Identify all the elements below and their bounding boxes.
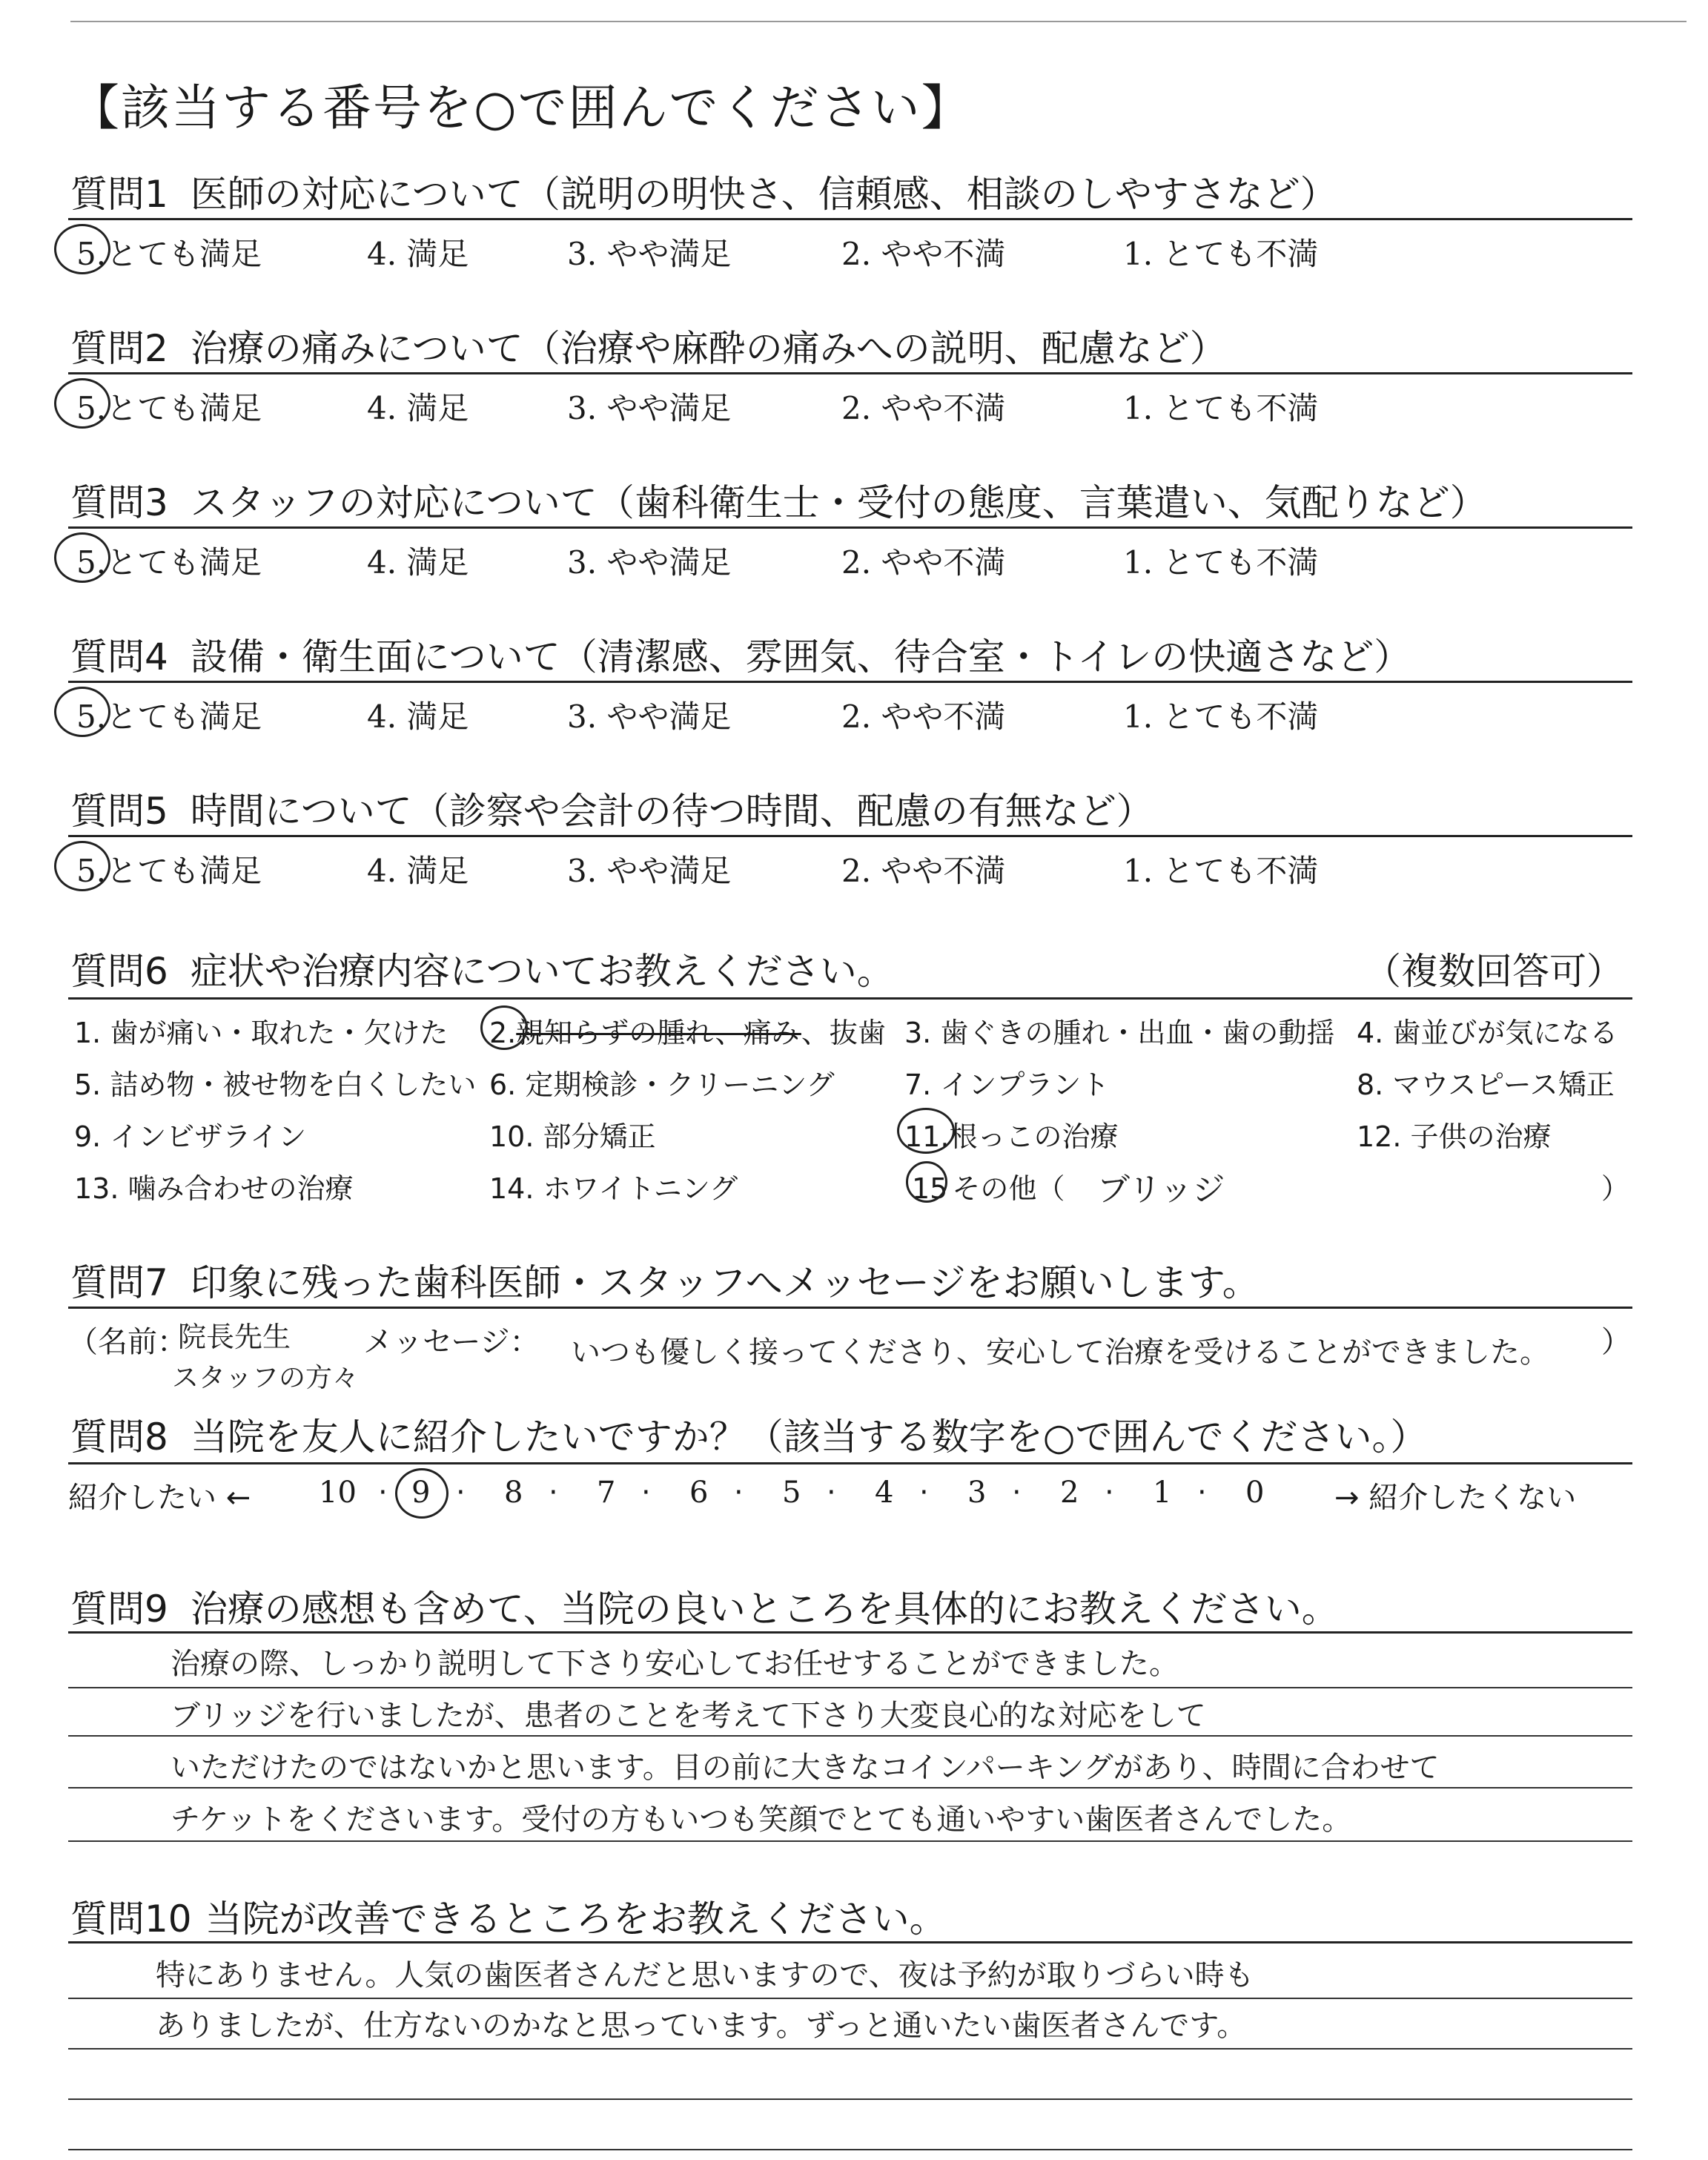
q8-scale-3[interactable]: 3 bbox=[967, 1476, 987, 1510]
q1-option-3[interactable]: 3. やや満足 bbox=[567, 236, 732, 272]
q8-left-label: 紹介したい ← bbox=[68, 1481, 251, 1515]
q4-option-3[interactable]: 3. やや満足 bbox=[567, 698, 732, 735]
q8-scale-5[interactable]: 5 bbox=[782, 1476, 801, 1510]
q1-text: 医師の対応について（説明の明快さ、信頼感、相談のしやすさなど） bbox=[190, 173, 1337, 216]
q8-scale-separator: · bbox=[378, 1476, 388, 1510]
q7-name-line1[interactable]: 院長先生 bbox=[178, 1321, 291, 1353]
q6-text: 症状や治療内容についてお教えください。 bbox=[190, 950, 894, 993]
q7-close: ） bbox=[1601, 1325, 1631, 1359]
q10-label: 質問10 bbox=[70, 1898, 192, 1941]
q6-item-15-text: その他（ bbox=[952, 1172, 1065, 1205]
q2-option-4[interactable]: 4. 満足 bbox=[367, 390, 469, 426]
q5-option-3[interactable]: 3. やや満足 bbox=[567, 853, 732, 889]
q9-line-1 bbox=[68, 1687, 1632, 1688]
q4-option-5[interactable]: 5.とても満足 bbox=[76, 698, 262, 735]
q7-message-label: メッセージ： bbox=[363, 1325, 540, 1359]
q7-name-line2[interactable]: スタッフの方々 bbox=[172, 1363, 360, 1393]
q2-text: 治療の痛みについて（治療や麻酔の痛みへの説明、配慮など） bbox=[190, 327, 1227, 370]
q9-label: 質問9 bbox=[70, 1588, 168, 1631]
q3-option-3[interactable]: 3. やや満足 bbox=[567, 544, 732, 581]
q2-title bbox=[70, 319, 1627, 372]
q5-options bbox=[70, 847, 1627, 891]
q9-line-2 bbox=[68, 1735, 1632, 1737]
q3-options bbox=[70, 538, 1627, 583]
q6-rule bbox=[68, 997, 1632, 1000]
q8-scale-separator: · bbox=[1197, 1476, 1207, 1510]
q6-item-7[interactable]: 7. インプラント bbox=[904, 1069, 1110, 1101]
q5-option-4[interactable]: 4. 満足 bbox=[367, 853, 469, 889]
q4-option-4[interactable]: 4. 満足 bbox=[367, 698, 469, 735]
q8-scale-separator: · bbox=[456, 1476, 466, 1510]
q6-other-handwritten[interactable]: ブリッジ bbox=[1097, 1171, 1225, 1209]
q3-label: 質問3 bbox=[70, 481, 168, 524]
q1-title bbox=[70, 165, 1627, 218]
q2-options bbox=[70, 384, 1627, 429]
q8-scale-separator: · bbox=[641, 1476, 651, 1510]
q6-item-14[interactable]: 14. ホワイトニング bbox=[489, 1172, 738, 1205]
q6-item-11-text: 根っこの治療 bbox=[949, 1120, 1119, 1153]
q6-item-4[interactable]: 4. 歯並びが気になる bbox=[1357, 1017, 1618, 1049]
q7-title bbox=[70, 1253, 1627, 1307]
q7-name-label: （名前： bbox=[68, 1325, 187, 1359]
q6-item-8[interactable]: 8. マウスピース矯正 bbox=[1357, 1069, 1615, 1101]
q4-label: 質問4 bbox=[70, 635, 168, 678]
q1-selected-circle bbox=[54, 224, 110, 274]
q6-item-2-circle bbox=[480, 1005, 528, 1050]
q8-scale-8[interactable]: 8 bbox=[504, 1476, 523, 1510]
q3-option-5[interactable]: 5.とても満足 bbox=[76, 544, 262, 581]
q5-rule bbox=[68, 835, 1632, 837]
q2-rule bbox=[68, 372, 1632, 374]
q8-scale-0[interactable]: 0 bbox=[1245, 1476, 1265, 1510]
q9-text: 治療の感想も含めて、当院の良いところを具体的にお教えください。 bbox=[190, 1588, 1339, 1631]
q6-item-2-num: 2. bbox=[489, 1017, 517, 1049]
top-border bbox=[70, 21, 1687, 22]
q10-line-2 bbox=[68, 2048, 1632, 2050]
q9-title bbox=[70, 1579, 1627, 1633]
q6-item-6[interactable]: 6. 定期検診・クリーニング bbox=[489, 1069, 835, 1101]
q4-selected-circle bbox=[54, 687, 110, 737]
q6-item-12[interactable]: 12. 子供の治療 bbox=[1357, 1120, 1552, 1153]
q1-option-5[interactable]: 5.とても満足 bbox=[76, 236, 262, 272]
q6-item-15-circle bbox=[906, 1161, 947, 1203]
q2-option-3[interactable]: 3. やや満足 bbox=[567, 390, 732, 426]
q3-option-1[interactable]: 1. とても不満 bbox=[1123, 544, 1319, 581]
q1-label: 質問1 bbox=[70, 173, 168, 216]
q1-options bbox=[70, 230, 1627, 274]
q8-scale-separator: · bbox=[1012, 1476, 1022, 1510]
q3-selected-circle bbox=[54, 532, 110, 583]
q5-option-1[interactable]: 1. とても不満 bbox=[1123, 853, 1319, 889]
q2-option-5[interactable]: 5.とても満足 bbox=[76, 390, 262, 426]
q7-rule bbox=[68, 1307, 1632, 1309]
q8-label: 質問8 bbox=[70, 1416, 168, 1459]
q10-title bbox=[70, 1889, 1627, 1943]
q10-line-3 bbox=[68, 2098, 1632, 2100]
q6-item-11-circle bbox=[897, 1108, 955, 1154]
q5-option-5[interactable]: 5.とても満足 bbox=[76, 853, 262, 889]
q4-options bbox=[70, 693, 1627, 737]
q5-option-2[interactable]: 2. やや不満 bbox=[841, 853, 1006, 889]
q10-line-4 bbox=[68, 2149, 1632, 2150]
q6-item-2[interactable] bbox=[489, 1010, 886, 1051]
q3-title bbox=[70, 473, 1627, 526]
q2-selected-circle bbox=[54, 378, 110, 429]
q8-scale-separator: · bbox=[1105, 1476, 1114, 1510]
q6-item-15-num: 15 bbox=[912, 1172, 948, 1205]
q6-item-13[interactable]: 13. 噛み合わせの治療 bbox=[74, 1172, 354, 1205]
q4-rule bbox=[68, 681, 1632, 683]
q10-text: 当院が改善できるところをお教えください。 bbox=[205, 1898, 947, 1941]
q5-label: 質問5 bbox=[70, 790, 168, 833]
q5-selected-circle bbox=[54, 841, 110, 891]
form-header: 【該当する番号を○で囲んでください】 bbox=[70, 79, 972, 136]
q4-option-2[interactable]: 2. やや不満 bbox=[841, 698, 1006, 735]
q6-item-10[interactable]: 10. 部分矯正 bbox=[489, 1120, 656, 1153]
q6-note: （複数回答可） bbox=[1364, 950, 1623, 993]
q8-scale-4[interactable]: 4 bbox=[875, 1476, 894, 1510]
q8-scale-10[interactable]: 10 bbox=[319, 1476, 357, 1510]
q9-answer-4[interactable]: チケットをくださいます。受付の方もいつも笑顔でとても通いやすい歯医者さんでした。 bbox=[171, 1803, 1352, 1837]
q8-scale-separator: · bbox=[827, 1476, 836, 1510]
q6-item-11-num: 11. bbox=[904, 1120, 950, 1153]
q9-line-3 bbox=[68, 1787, 1632, 1789]
q4-title bbox=[70, 627, 1627, 681]
q4-text: 設備・衛生面について（清潔感、雰囲気、待合室・トイレの快適さなど） bbox=[190, 635, 1411, 678]
q8-selected-circle bbox=[395, 1468, 448, 1519]
q8-scale-9[interactable]: 9 bbox=[411, 1476, 431, 1510]
q9-answer-3[interactable]: いただけたのではないかと思います。目の前に大きなコインパーキングがあり、時間に合わせて bbox=[171, 1751, 1440, 1785]
q10-answer-2[interactable]: ありましたが、仕方ないのかなと思っています。ずっと通いたい歯医者さんです。 bbox=[156, 2009, 1247, 2043]
q9-rule bbox=[68, 1631, 1632, 1634]
q8-title bbox=[70, 1407, 1627, 1461]
q10-line-1 bbox=[68, 1998, 1632, 1999]
q8-scale-separator: · bbox=[919, 1476, 929, 1510]
q3-rule bbox=[68, 526, 1632, 529]
q8-scale-6[interactable]: 6 bbox=[689, 1476, 709, 1510]
q9-answer-1[interactable]: 治療の際、しっかり説明して下さり安心してお任せすることができました。 bbox=[171, 1647, 1179, 1681]
q3-option-4[interactable]: 4. 満足 bbox=[367, 544, 469, 581]
q8-scale-7[interactable]: 7 bbox=[597, 1476, 616, 1510]
q8-scale-1[interactable]: 1 bbox=[1153, 1476, 1172, 1510]
q1-option-2[interactable]: 2. やや不満 bbox=[841, 236, 1006, 272]
q5-text: 時間について（診察や会計の待つ時間、配慮の有無など） bbox=[190, 790, 1153, 833]
q6-item-2-text: 、抜歯 bbox=[801, 1017, 886, 1049]
q7-text: 印象に残った歯科医師・スタッフへメッセージをお願いします。 bbox=[190, 1261, 1260, 1304]
q8-scale-separator: · bbox=[734, 1476, 744, 1510]
q6-other-close: ） bbox=[1601, 1172, 1630, 1205]
q6-label: 質問6 bbox=[70, 950, 168, 993]
q9-answer-2[interactable]: ブリッジを行いましたが、患者のことを考えて下さり大変良心的な対応をして bbox=[171, 1699, 1206, 1733]
q1-option-1[interactable]: 1. とても不満 bbox=[1123, 236, 1319, 272]
q10-answer-1[interactable]: 特にありません。人気の歯医者さんだと思いますので、夜は予約が取りづらい時も bbox=[156, 1958, 1254, 1992]
q2-label: 質問2 bbox=[70, 327, 168, 370]
q1-rule bbox=[68, 218, 1632, 220]
q3-text: スタッフの対応について（歯科衛生士・受付の態度、言葉遣い、気配りなど） bbox=[190, 481, 1487, 524]
q10-rule bbox=[68, 1941, 1632, 1943]
q2-option-2[interactable]: 2. やや不満 bbox=[841, 390, 1006, 426]
q9-line-4 bbox=[68, 1840, 1632, 1842]
q5-title bbox=[70, 782, 1627, 835]
q7-label: 質問7 bbox=[70, 1261, 168, 1304]
q6-item-5[interactable]: 5. 詰め物・被せ物を白くしたい bbox=[74, 1069, 477, 1101]
q3-option-2[interactable]: 2. やや不満 bbox=[841, 544, 1006, 581]
q8-scale-separator: · bbox=[549, 1476, 558, 1510]
q8-right-label: → 紹介したくない bbox=[1334, 1481, 1577, 1515]
q8-scale-2[interactable]: 2 bbox=[1060, 1476, 1079, 1510]
q4-option-1[interactable]: 1. とても不満 bbox=[1123, 698, 1319, 735]
q7-message[interactable]: いつも優しく接ってくださり、安心して治療を受けることができました。 bbox=[571, 1335, 1549, 1370]
q8-text: 当院を友人に紹介したいですか？（該当する数字を○で囲んでください。） bbox=[190, 1416, 1428, 1459]
q1-option-4[interactable]: 4. 満足 bbox=[367, 236, 469, 272]
q6-item-2-struck: 親知らずの腫れ、痛み bbox=[516, 1017, 801, 1049]
q6-item-1[interactable]: 1. 歯が痛い・取れた・欠けた bbox=[74, 1017, 448, 1049]
q6-item-3[interactable]: 3. 歯ぐきの腫れ・出血・歯の動揺 bbox=[904, 1017, 1335, 1049]
q6-item-9[interactable]: 9. インビザライン bbox=[74, 1120, 307, 1153]
q8-rule bbox=[68, 1462, 1632, 1464]
q2-option-1[interactable]: 1. とても不満 bbox=[1123, 390, 1319, 426]
